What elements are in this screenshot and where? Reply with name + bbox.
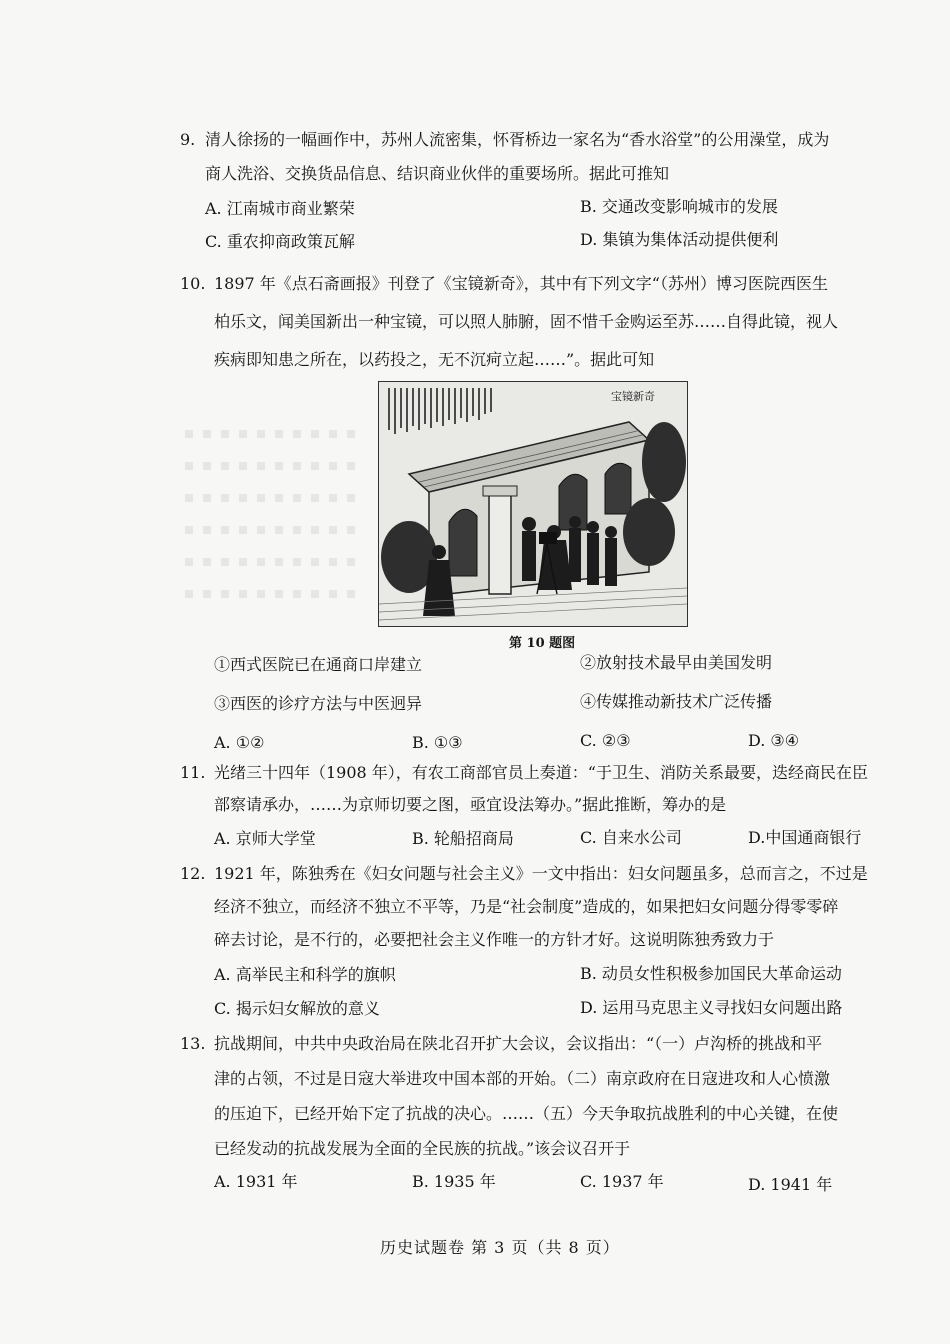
question-9-stem-line-2: 商人洗浴、交换货品信息、结识商业伙伴的重要场所。据此可推知 xyxy=(205,164,670,183)
figure-title: 宝镜新奇 xyxy=(611,390,655,403)
question-12-option-b[interactable]: B. 动员女性积极参加国民大革命运动 xyxy=(580,964,842,983)
bleed-through-mark xyxy=(185,590,365,598)
question-12-stem-line-2: 经济不独立，而经济不独立不平等，乃是“社会制度”造成的，如果把妇女问题分得零零碎 xyxy=(214,897,839,916)
question-12-number: 12. xyxy=(180,864,206,883)
question-10-illustration xyxy=(378,381,688,627)
question-10-option-a[interactable]: A. ①② xyxy=(214,733,265,752)
question-10-option-d[interactable]: D. ③④ xyxy=(748,731,800,750)
question-12-option-c[interactable]: C. 揭示妇女解放的意义 xyxy=(214,999,380,1018)
question-9-option-b[interactable]: B. 交通改变影响城市的发展 xyxy=(580,197,778,216)
question-10-option-b[interactable]: B. ①③ xyxy=(412,733,463,752)
question-13-stem-line-4: 已经发动的抗战发展为全面的全民族的抗战。”该会议召开于 xyxy=(214,1139,631,1158)
question-12-option-a[interactable]: A. 高举民主和科学的旗帜 xyxy=(214,965,396,984)
statement-4: ④传媒推动新技术广泛传播 xyxy=(580,692,773,711)
question-12-option-d[interactable]: D. 运用马克思主义寻找妇女问题出路 xyxy=(580,998,843,1017)
page-footer: 历史试题卷 第 3 页（共 8 页） xyxy=(380,1238,620,1257)
statement-3: ③西医的诊疗方法与中医迥异 xyxy=(214,694,423,713)
question-9-option-c[interactable]: C. 重农抑商政策瓦解 xyxy=(205,232,355,251)
question-9-number: 9. xyxy=(180,130,196,149)
question-13-option-d[interactable]: D. 1941 年 xyxy=(748,1175,833,1194)
bleed-through-mark xyxy=(185,494,365,502)
statement-1: ①西式医院已在通商口岸建立 xyxy=(214,655,423,674)
question-13-option-b[interactable]: B. 1935 年 xyxy=(412,1172,496,1191)
bleed-through-mark xyxy=(185,558,365,566)
question-13-option-a[interactable]: A. 1931 年 xyxy=(214,1172,298,1191)
question-11-option-d[interactable]: D.中国通商银行 xyxy=(748,828,862,847)
question-11-option-b[interactable]: B. 轮船招商局 xyxy=(412,829,514,848)
bleed-through-mark xyxy=(185,462,365,470)
question-10-stem-line-3: 疾病即知患之所在，以药投之，无不沉疴立起……”。据此可知 xyxy=(214,350,655,369)
question-12-stem-line-3: 碎去讨论，是不行的，必要把社会主义作唯一的方针才好。这说明陈独秀致力于 xyxy=(214,930,775,949)
question-9-option-a[interactable]: A. 江南城市商业繁荣 xyxy=(205,199,355,218)
question-10-stem-line-1: 1897 年《点石斋画报》刊登了《宝镜新奇》，其中有下列文字“（苏州）博习医院西医生 xyxy=(214,274,828,293)
question-11-option-c[interactable]: C. 自来水公司 xyxy=(580,828,682,847)
statement-2: ②放射技术最早由美国发明 xyxy=(580,653,773,672)
question-9-stem-line-1: 清人徐扬的一幅画作中，苏州人流密集，怀胥桥边一家名为“香水浴堂”的公用澡堂，成为 xyxy=(205,130,830,149)
question-10-option-c[interactable]: C. ②③ xyxy=(580,731,631,750)
bleed-through-mark xyxy=(185,526,365,534)
question-11-option-a[interactable]: A. 京师大学堂 xyxy=(214,829,316,848)
question-11-number: 11. xyxy=(180,763,206,782)
question-9-option-d[interactable]: D. 集镇为集体活动提供便利 xyxy=(580,230,779,249)
figure-caption: 第 10 题图 xyxy=(509,636,576,651)
question-12-stem-line-1: 1921 年，陈独秀在《妇女问题与社会主义》一文中指出：妇女问题虽多，总而言之，不过是 xyxy=(214,864,868,883)
question-10-number: 10. xyxy=(180,274,206,293)
question-11-stem-line-2: 部察请承办，……为京师切要之图，亟宜设法筹办。”据此推断，筹办的是 xyxy=(214,795,727,814)
question-13-number: 13. xyxy=(180,1034,206,1053)
question-13-stem-line-2: 津的占领，不过是日寇大举进攻中国本部的开始。（二）南京政府在日寇进攻和人心愤激 xyxy=(214,1069,831,1088)
question-10-stem-line-2: 柏乐文，闻美国新出一种宝镜，可以照人肺腑，固不惜千金购运至苏……自得此镜，视人 xyxy=(214,312,839,331)
question-11-stem-line-1: 光绪三十四年（1908 年），有农工商部官员上奏道：“于卫生、消防关系最要，迭经商民在臣 xyxy=(214,763,868,782)
question-13-option-c[interactable]: C. 1937 年 xyxy=(580,1172,664,1191)
question-13-stem-line-1: 抗战期间，中共中央政治局在陕北召开扩大会议，会议指出：“（一）卢沟桥的挑战和平 xyxy=(214,1034,823,1053)
bleed-through-mark xyxy=(185,430,365,438)
question-13-stem-line-3: 的压迫下，已经开始下定了抗战的决心。……（五）今天争取抗战胜利的中心关键，在使 xyxy=(214,1104,839,1123)
hospital-xray-engraving xyxy=(379,382,687,626)
